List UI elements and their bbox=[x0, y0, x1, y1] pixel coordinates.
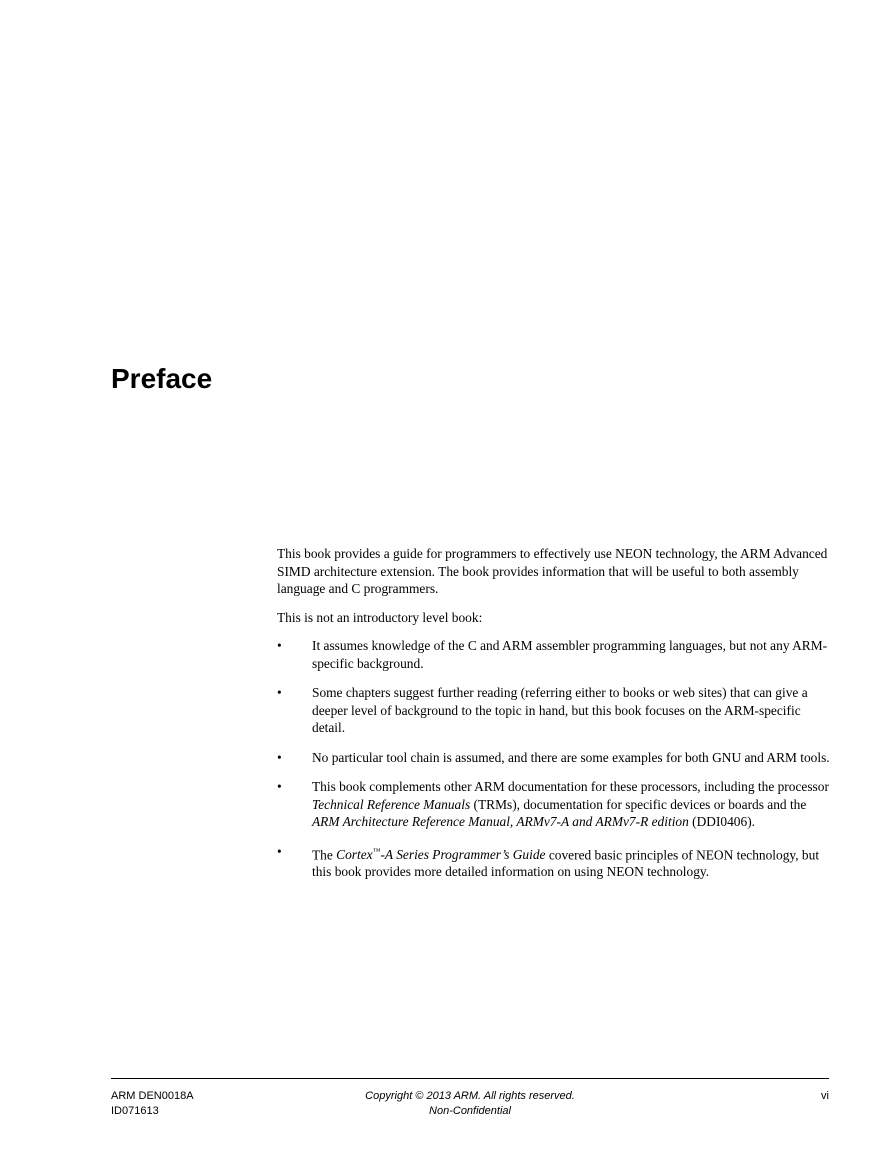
bullet-icon: • bbox=[277, 685, 282, 700]
list-item-text bbox=[312, 847, 819, 880]
list-item-text: Some chapters suggest further reading (referring either to books or web sites) that can give a deeper level of background to the topic in hand, but this book focuses on the ARM-specific detail. bbox=[312, 685, 808, 735]
page-title: Preface bbox=[111, 363, 213, 394]
copyright-notice: Copyright © 2013 ARM. All rights reserved. bbox=[365, 1090, 575, 1102]
list-item-text bbox=[312, 779, 829, 829]
list-item bbox=[277, 637, 833, 672]
text-segment: This book complements other ARM documentation for these processors, including the processor bbox=[312, 779, 829, 794]
guide-title-rest: -A Series Programmer’s Guide bbox=[380, 846, 546, 862]
text-segment: (DDI0406). bbox=[688, 814, 756, 829]
text-segment: (TRMs), documentation for specific devices or boards and the bbox=[470, 796, 807, 812]
intro-lead-in: This is not an introductory level book: bbox=[277, 609, 483, 625]
footer-divider bbox=[111, 1078, 829, 1079]
cortex-guide-title bbox=[336, 847, 545, 862]
bullet-icon: • bbox=[277, 638, 282, 653]
arm-reference-manual-title: ARM Architecture Reference Manual, ARMv7-A and ARMv7-R edition bbox=[312, 814, 689, 829]
preface-body bbox=[277, 545, 833, 893]
list-item bbox=[277, 778, 833, 831]
list-item bbox=[277, 749, 833, 767]
doc-id: ID071613 bbox=[111, 1105, 159, 1117]
text-segment: covered basic principles of NEON technology, but this book provides more detailed information on using NEON technology. bbox=[312, 846, 820, 880]
bullet-icon: • bbox=[277, 779, 282, 794]
doc-number: ARM DEN0018A bbox=[111, 1090, 194, 1102]
list-item bbox=[277, 843, 833, 881]
list-item-text: No particular tool chain is assumed, and there are some examples for both GNU and ARM tools. bbox=[312, 749, 830, 765]
footer-page-number bbox=[821, 1089, 829, 1104]
bullet-icon: • bbox=[277, 749, 282, 765]
footer-doc-info bbox=[111, 1089, 194, 1119]
requirements-list bbox=[277, 637, 833, 881]
trademark-symbol: ™ bbox=[372, 846, 381, 856]
list-item bbox=[277, 684, 833, 737]
cortex-word: Cortex bbox=[336, 846, 373, 862]
trm-title: Technical Reference Manuals bbox=[312, 796, 471, 812]
page-number: vi bbox=[821, 1090, 829, 1102]
text-segment: The bbox=[312, 846, 337, 862]
bullet-icon: • bbox=[277, 843, 282, 859]
confidentiality-label: Non-Confidential bbox=[429, 1105, 511, 1117]
footer-copyright-block bbox=[320, 1089, 620, 1119]
list-item-text: It assumes knowledge of the C and ARM assembler programming languages, but not any ARM-specific background. bbox=[312, 638, 828, 671]
intro-paragraph: This book provides a guide for programmers to effectively use NEON technology, the ARM Advanced SIMD architecture extension. The book provides information that will be useful to both assembly language and C programmers. bbox=[277, 546, 828, 596]
